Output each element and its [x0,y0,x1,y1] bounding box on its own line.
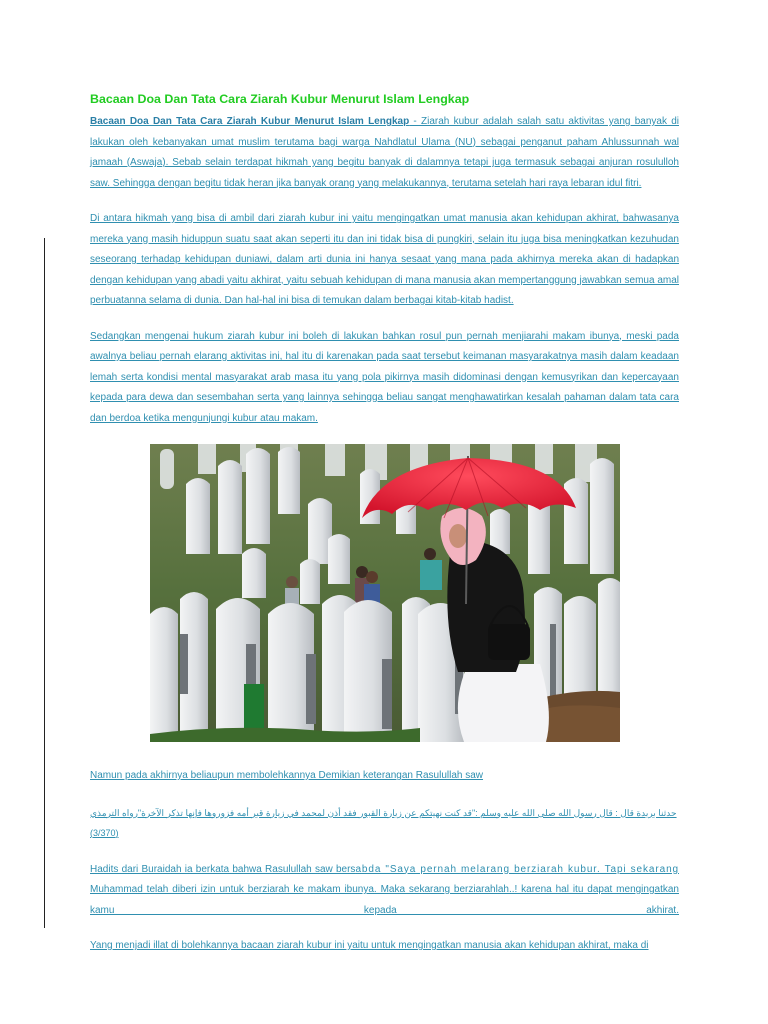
paragraph-intro[interactable] [90,112,679,194]
hadits-text-a[interactable]: Hadits dari Buraidah ia berkata bahwa Rasulullah saw bers [90,863,356,875]
hadits-text-b[interactable]: abda "Saya pernah melarang berziarah kubur. Tapi sekarang [355,863,679,875]
paragraph-hadits-buraidah[interactable] [90,860,679,922]
intro-text[interactable]: - Ziarah kubur adalah salah satu aktivitas yang banyak di lakukan oleh kebanyakan umat muslim terutama bagi warga Nahdlatul Ulama (NU) sebagai penganut paham Ahlussunnah wal jamaah (Aswaja). Sebab selain terdapat hikmah yang begitu banyak di dalamnya tetapi juga termasuk sebagai anjuran rosululloh saw. Sehingga dengan begitu tidak heran jika banyak orang yang melakukannya, terutama setelah hari raya lebaran idul fitri. [90,116,679,189]
paragraph-namun[interactable]: Namun pada akhirnya beliaupun membolehkannya Demikian keterangan Rasulullah saw [90,770,484,781]
paragraph-hikmah[interactable]: Di antara hikmah yang bisa di ambil dari ziarah kubur ini yaitu mengingatkan umat manusia akan kehidupan akhirat, bahwasanya mereka yang masih hiduppun suatu saat akan seperti itu dan ini tidak bisa di pungkiri, selain itu juga bisa meningkatkan kezuhudan seseorang terhadap kehidupan duniawi, dalam arti dunia ini hanya sesaat yang mana pada akhirnya mereka akan di hadapkan dengan kehidupan yang abadi yaitu akhirat, yaitu sebuah kehidupan di mana manusia akan mempertanggung jawabkan semua amal perbuatanna selama di dunia. Dan hal-hal ini bisa di temukan dalam berbagai kitab-kitab hadist. [90,213,679,306]
hadits-text-c[interactable]: Muhammad telah diberi izin untuk berziarah ke makam ibunya. Maka sekarang berziarahlah..! karena hal itu dapat mengingatkan kamu kepada akhirat. [90,884,679,916]
paragraph-illat[interactable]: Yang menjadi illat di bolehkannya bacaan ziarah kubur ini yaitu untuk mengingatkan manusia akan kehidupan akhirat, maka di [90,940,649,951]
paragraph-arabic-hadith[interactable]: حدثنا بريدة قال : قال رسول الله صلى الله عليه وسلم :"قد كنت نهيتكم عن زيارة القبور فقد أذن لمحمد في زيارة قبر أمه فزوروها فإنها تذكر الآخرة"رواه الترمذي (3/370) [90,807,677,838]
document-page [90,88,679,972]
paragraph-hukum[interactable]: Sedangkan mengenai hukum ziarah kubur ini boleh di lakukan bahkan rosul pun pernah menjiarahi makam ibunya, meski pada awalnya beliau pernah elarang aktivitas ini, hal itu di karenakan pada saat tersebut keimanan masyarakatnya masih dalam keadaan lemah serta kondisi mental masyarakat arab masa itu yang pola pikirnya masih didominasi dengan kemusyrikan dan kepercayaan kepada para dewa dan sesembahan serta yang lainnya sehingga beliau sangat menghawatirkan kesalah pahaman dalam tata cara dan berdoa ketika mengunjungi kubur atau makam. [90,330,679,424]
intro-bold-title[interactable]: Bacaan Doa Dan Tata Cara Ziarah Kubur Menurut Islam Lengkap [90,116,410,127]
cemetery-photo [150,444,620,742]
page-margin-line [44,238,45,928]
article-title: Bacaan Doa Dan Tata Cara Ziarah Kubur Menurut Islam Lengkap [90,92,470,106]
